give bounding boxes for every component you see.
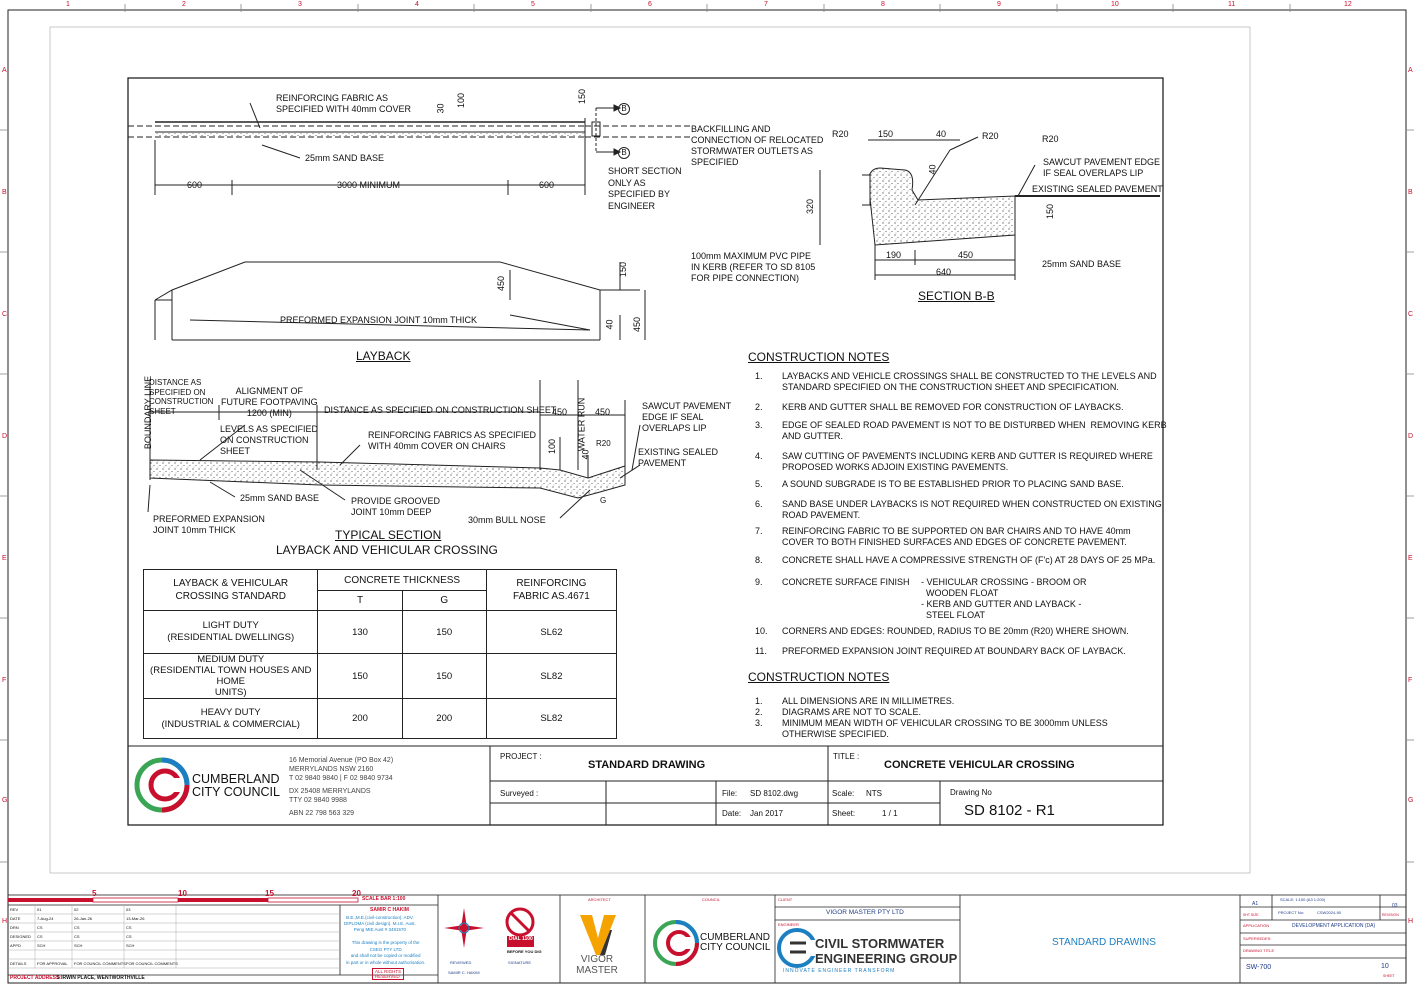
application-value: DEVELOPMENT APPLICATION (DA) (1292, 923, 1376, 929)
supersedes-label: SUPERSEDES: (1243, 936, 1272, 941)
rev-cell: 13-Mar-26 (126, 916, 145, 921)
revision-value: 03 (1392, 903, 1398, 909)
reviewed-label: REVIEWED (450, 960, 472, 965)
fabric-label: REINFORCING FABRIC AS SPECIFIED WITH 40mm COVER (276, 93, 412, 114)
dim-label: 150 (618, 261, 629, 278)
table-cell: SL82 (486, 654, 616, 699)
table-cell: SL62 (486, 611, 616, 654)
dim-label: 100 (456, 92, 467, 109)
grid-col: 3 (298, 1, 302, 8)
rev-cell: SCH (126, 943, 135, 948)
cseg-logo (779, 930, 818, 966)
dim-label: 40 (604, 319, 615, 330)
water-run-label: WATER RUN (576, 397, 587, 452)
table-cell: 150 (402, 611, 486, 654)
rev-cell: FOR APPROVAL (37, 961, 68, 966)
dim-label: 600 (187, 180, 203, 190)
grid-col: 2 (182, 1, 186, 8)
rev-cell: 26-Jan-26 (74, 916, 93, 921)
dim-label: 30 (435, 103, 446, 114)
grooved-label: PROVIDE GROOVED JOINT 10mm DEEP (351, 496, 441, 517)
rev-label: DETAILS (10, 961, 27, 966)
dial-title: DIAL 1100 (509, 936, 533, 942)
rev-cell: 02 (74, 907, 79, 912)
section-marker: B (618, 147, 630, 159)
council-name: CUMBERLAND CITY COUNCIL (192, 772, 280, 799)
dim-label: 190 (886, 250, 902, 260)
radius-label: R20 (1042, 134, 1059, 144)
council-address: 16 Memorial Avenue (PO Box 42) MERRYLANDS NSW 2160 T 02 9840 9840 | F 02 9840 9734 (289, 757, 394, 782)
grid-col: 4 (415, 1, 419, 8)
table-header: CONCRETE THICKNESS (318, 570, 486, 591)
dim-label: 450 (496, 275, 507, 292)
council-logo (655, 922, 697, 964)
dim-label: 450 (958, 250, 974, 260)
sheet-size-label: SHT SIZE (1243, 913, 1259, 917)
scale-tick: 15 (265, 889, 274, 898)
dim-label: 640 (936, 267, 952, 277)
grid-row: C (1408, 311, 1414, 318)
drawing-number: SD 8102 - R1 (964, 802, 1055, 819)
pvc-label: 100mm MAXIMUM PVC PIPE IN KERB (REFER TO SD 8105 FOR PIPE CONNECTION) (691, 251, 816, 283)
scale-info: SCALE: 1:100 (A3 1:200) (1280, 897, 1326, 902)
council-dx: DX 25408 MERRYLANDS TTY 02 9840 9988 (289, 788, 371, 804)
application-label: APPLICATION (1243, 923, 1270, 928)
notes-title: CONSTRUCTION NOTES (748, 350, 890, 364)
compass-icon (444, 908, 484, 948)
project-value: STANDARD DRAWING (588, 759, 706, 771)
all-rights-badge: ALL RIGHTS RESERVED (372, 968, 404, 980)
g-label: G (600, 496, 607, 505)
grid-row: E (1408, 555, 1413, 562)
grid-col: 10 (1111, 1, 1119, 8)
dial-subtitle: BEFORE YOU DIG (507, 949, 542, 954)
rev-cell: CS (37, 925, 43, 930)
sheet-number: 10 (1381, 963, 1389, 970)
grid-col: 6 (648, 1, 652, 8)
section-bb-title: SECTION B-B (918, 289, 995, 303)
drawing-set-title: STANDARD DRAWINS (1052, 937, 1156, 948)
footer-council-name: CUMBERLAND CITY COUNCIL (700, 932, 771, 953)
grid-row: B (2, 189, 7, 196)
dim-label: 100 (547, 438, 558, 455)
cseg-tagline: INNOVATE ENGINEER TRANSFORM (783, 968, 896, 974)
drawing-no-label: Drawing No (950, 788, 992, 797)
drawing-title-label: DRAWING TITLE (1243, 948, 1275, 953)
rev-cell: SCH (74, 943, 83, 948)
rev-label: REV (10, 907, 19, 912)
dim-label: 150 (577, 88, 588, 105)
grid-row: B (1408, 189, 1413, 196)
signature-label: SIGNATURE (508, 960, 532, 965)
council-abn: ABN 22 798 563 329 (289, 810, 354, 817)
rev-cell: CS (37, 934, 43, 939)
scale-tick: 5 (92, 889, 97, 898)
grid-col: 12 (1344, 1, 1352, 8)
table-cell: HEAVY DUTY (INDUSTRIAL & COMMERCIAL) (144, 699, 318, 739)
dim-label: 40 (580, 449, 591, 460)
rev-label: DESIGNED (10, 934, 31, 939)
distance-label: DISTANCE AS SPECIFIED ON CONSTRUCTION SHEET (324, 405, 557, 415)
grid-col: 5 (531, 1, 535, 8)
finish-detail: - VEHICULAR CROSSING - BROOM OR WOODEN FLOAT - KERB AND GUTTER AND LAYBACK - STEEL FLOAT (921, 577, 1087, 620)
alignment-label: ALIGNMENT OF FUTURE FOOTPAVING 1200 (MIN) (221, 386, 318, 418)
client-label: CLIENT (778, 897, 793, 902)
grid-row: A (1408, 67, 1413, 74)
dim-label: 320 (805, 198, 816, 215)
council-label: COUNCIL (702, 897, 721, 902)
sawcut-label: SAWCUT PAVEMENT EDGE IF SEAL OVERLAPS LIP (1043, 157, 1161, 178)
date-value: Jan 2017 (750, 809, 783, 818)
rev-cell: 03 (126, 907, 131, 912)
rev-cell: CS (74, 934, 80, 939)
table-cell: 130 (318, 611, 402, 654)
table-cell: SL82 (486, 699, 616, 739)
copyright-notice: This drawing is the property of the CSEG PTY LTD and shall not be copied or modified in part or in whole without authorisation. (346, 940, 426, 965)
dim-label: 450 (632, 316, 643, 333)
table-header: G (402, 591, 486, 611)
grid-row: F (1408, 677, 1413, 684)
dim-label: 3000 MINIMUM (337, 180, 401, 190)
table-header: LAYBACK & VEHICULAR CROSSING STANDARD (144, 570, 318, 611)
vigor-logo-text: VIGOR MASTER (576, 954, 618, 976)
rev-label: DRN (10, 925, 19, 930)
sand-label: 25mm SAND BASE (305, 153, 385, 163)
title-value: CONCRETE VEHICULAR CROSSING (884, 759, 1075, 771)
architect-label: ARCHITECT (588, 897, 611, 902)
existing-label: EXISTING SEALED PAVEMENT (638, 447, 719, 468)
project-label: PROJECT : (500, 752, 542, 761)
sheet-value: 1 / 1 (882, 809, 898, 818)
grid-row: H (1408, 918, 1414, 925)
section-marker: B (618, 103, 630, 115)
sawcut-label: SAWCUT PAVEMENT EDGE IF SEAL OVERLAPS LIP (642, 401, 732, 433)
sand-label: 25mm SAND BASE (1042, 259, 1122, 269)
grid-row: E (2, 555, 7, 562)
table-cell: 200 (318, 699, 402, 739)
rev-cell: FOR COUNCIL COMMENTS (74, 961, 126, 966)
scale-value: NTS (866, 789, 882, 798)
typical-title: TYPICAL SECTION (335, 528, 442, 542)
scale-label: Scale: (832, 789, 855, 798)
rev-cell: SCH (37, 943, 46, 948)
scale-tick: 10 (178, 889, 187, 898)
radius-label: R20 (982, 131, 999, 141)
rev-cell: CS (126, 934, 132, 939)
distance-label: DISTANCE AS SPECIFIED ON CONSTRUCTION SHEET (149, 378, 214, 416)
grid-col: 8 (881, 1, 885, 8)
table-cell: LIGHT DUTY (RESIDENTIAL DWELLINGS) (144, 611, 318, 654)
rev-cell: 7-Aug-24 (37, 916, 54, 921)
rev-cell: CS (126, 925, 132, 930)
grid-col: 1 (66, 1, 70, 8)
vigor-master-logo (580, 915, 616, 955)
file-value: SD 8102.dwg (750, 789, 799, 798)
grid-row: F (2, 677, 7, 684)
radius-label: R20 (832, 129, 849, 139)
bullnose-label: 30mm BULL NOSE (468, 515, 546, 525)
fabrics-label: REINFORCING FABRICS AS SPECIFIED WITH 40mm COVER ON CHAIRS (368, 430, 537, 451)
grid-row: C (2, 311, 8, 318)
dim-label: 450 (552, 407, 568, 417)
title-label: TITLE : (833, 752, 860, 761)
grid-row: D (2, 433, 8, 440)
sand-label: 25mm SAND BASE (240, 493, 320, 503)
typical-subtitle: LAYBACK AND VEHICULAR CROSSING (276, 543, 498, 557)
table-cell: MEDIUM DUTY (RESIDENTIAL TOWN HOUSES AND HOME UNITS) (144, 654, 318, 699)
dim-label: 40 (936, 129, 947, 139)
dim-label: 600 (539, 180, 555, 190)
file-label: File: (722, 789, 738, 798)
existing-label: EXISTING SEALED PAVEMENT (1032, 184, 1163, 194)
project-address-label: PROJECT ADDRESS: (10, 975, 61, 981)
grid-row: G (2, 797, 8, 804)
rev-label: APPD (10, 943, 21, 948)
dim-label: 150 (878, 129, 894, 139)
grid-row: G (1408, 797, 1414, 804)
client-value: VIGOR MASTER PTY LTD (826, 909, 904, 916)
dim-label: 450 (595, 407, 611, 417)
rev-cell: 01 (37, 907, 42, 912)
table-cell: 150 (402, 654, 486, 699)
boundary-label: BOUNDARY LINE (143, 375, 154, 450)
drawing-code: SW-700 (1246, 964, 1272, 971)
dim-label: 150 (1045, 203, 1056, 220)
rev-cell: CS (74, 925, 80, 930)
cseg-logo-text: CIVIL STORMWATER ENGINEERING GROUP (815, 936, 958, 966)
layback-title: LAYBACK (356, 349, 411, 363)
radius-label: R20 (596, 439, 611, 448)
project-no-label: PROJECT No: (1278, 910, 1304, 915)
sheet-label: Sheet: (832, 809, 856, 818)
sheet-size: A1 (1252, 901, 1259, 907)
grid-row: D (1408, 433, 1414, 440)
surveyed-label: Surveyed : (500, 789, 539, 798)
preformed-label: PREFORMED EXPANSION JOINT 10mm THICK (153, 514, 265, 535)
table-header: T (318, 591, 402, 611)
dim-label: 40 (927, 164, 938, 175)
date-label: Date: (722, 809, 742, 818)
engineer-quals: B.E.,M.E.(civil-construction). ADV. DIPLOMA (civil design). M.I.E. Aust. Peng MIE Aust # 3491570 (344, 915, 416, 932)
grid-row: H (2, 918, 8, 925)
short-section-label: SHORT SECTION ONLY AS SPECIFIED BY ENGINEER (608, 166, 682, 211)
levels-label: LEVELS AS SPECIFIED ON CONSTRUCTION SHEET (220, 424, 319, 456)
scale-tick: 20 (352, 889, 361, 898)
rev-label: DATE (10, 916, 21, 921)
engineer-name: SAMIR C HAKIM (370, 907, 409, 913)
joint-label: PREFORMED EXPANSION JOINT 10mm THICK (280, 315, 478, 325)
grid-col: 7 (764, 1, 768, 8)
sheet-label: SHEET (1383, 974, 1395, 978)
table-cell: 200 (402, 699, 486, 739)
notes-title: CONSTRUCTION NOTES (748, 670, 890, 684)
grid-col: 9 (997, 1, 1001, 8)
table-header: REINFORCING FABRIC AS.4671 (486, 570, 616, 611)
grid-col: 11 (1228, 1, 1236, 8)
grid-row: A (2, 67, 7, 74)
project-address: 5 IRWIN PLACE, WENTWORTHVILLE (57, 975, 145, 981)
project-no: CSW2024-90 (1317, 910, 1342, 915)
rev-cell: FOR COUNCIL COMMENTS (126, 961, 178, 966)
reviewer-name: SAMIR C. HAKIM (448, 970, 480, 975)
revision-label: REVISION (1382, 913, 1399, 917)
table-cell: 150 (318, 654, 402, 699)
scale-bar-label: SCALE BAR 1:100 (362, 896, 406, 902)
backfill-label: BACKFILLING AND CONNECTION OF RELOCATED STORMWATER OUTLETS AS SPECIFIED (691, 124, 824, 167)
engineer-label: ENGINEER (778, 922, 799, 927)
